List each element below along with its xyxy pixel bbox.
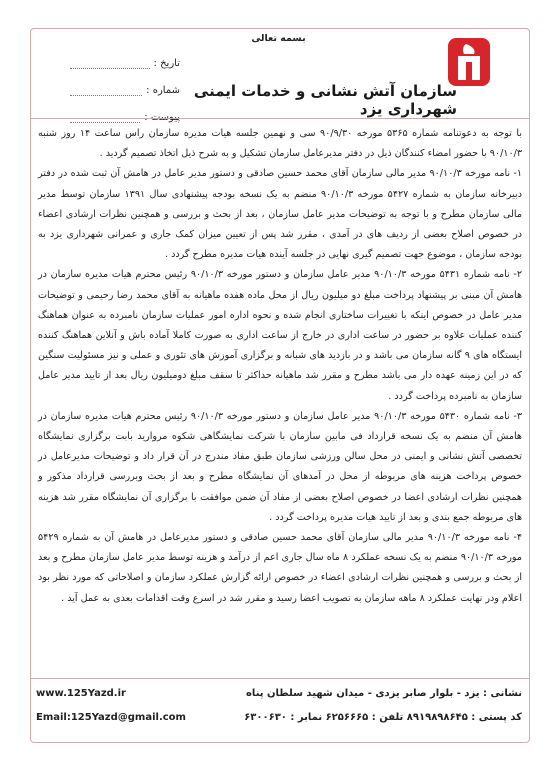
date-row bbox=[70, 42, 180, 69]
date-line bbox=[70, 58, 150, 69]
resolution-item-2: ۲- نامه شماره ۵۴۳۱ مورخه ۹۰/۱۰/۳ مدیر عامل سازمان و دستور مورخه ۹۰/۱۰/۳ رئیس محترم هیات مدیره سازمان در هامش آن مبنی بر پیشنهاد پرداخت مبلغ دو میلیون ریال از محل ماده هفده ماهیانه به آقای محمد رضا رحیمی و توضیحات مدیر عامل در خصوص اینکه با تغییرات ساختاری انجام شده و نحوه اداره امور عملیات سازمان نامبرده به عنوان هماهنگ کننده عملیات علاوه بر حضور در ساعت اداری در خارج از ساعت اداری به صورت کاملا آماده باش و آنلاین هماهنگ کننده ایستگاه های ۹ گانه سازمان می باشد و در بازدید های شبانه و برگزاری آموزش های تئوری و عملی و نیز مسئولیت سنگین که در این زمینه عهده دار می باشد مطرح و مقرر شد ماهیانه حداکثر تا سقف مبلغ دومیلیون ریال بعد از تایید مدیر عامل سازمان به نامبرده پرداخت گردد . bbox=[38, 269, 523, 402]
footer-website: www.125Yazd.ir bbox=[36, 688, 126, 699]
footer-address: نشانی : یزد - بلوار صابر یزدی - میدان شهید سلطان پناه bbox=[246, 688, 522, 699]
letter-meta bbox=[70, 42, 180, 123]
footer bbox=[36, 684, 522, 736]
number-line bbox=[70, 85, 142, 96]
number-row bbox=[70, 69, 180, 96]
resolution-item-1: ۱- نامه مورخه ۹۰/۱۰/۳ مدیر مالی سازمان آقای محمد حسین صادقی و دستور مدیر عامل در هامش آن ثبت شده در دفتر دبیرخانه سازمان به شماره ۵۴۲۷ مورخه ۹۰/۱۰/۳ منضم به یک نسخه بودجه پیشنهادی سال ۱۳۹۱ سازمان توسط مدیر مالی سازمان مطرح و با توجه به توضیحات مدیر عامل سازمان ، بعد از بحث و بررسی و همچنین نظرات ارشادی اعضاء در خصوص اصلاح بعضی از ردیف های در آمدی ، مقرر شد پس از تعیین میزان کمک جاری و عمرانی شهرداری یزد به بودجه سازمان ، موضوع جهت تصمیم گیری نهایی در جلسه آینده هیات مدیره مطرح گردد . bbox=[38, 168, 523, 261]
letter-body bbox=[38, 124, 522, 609]
date-label: تاریخ : bbox=[153, 58, 180, 69]
intro-paragraph: با توجه به دعوتنامه شماره ۵۳۶۵ مورخه ۹۰/۹/۳۰ سی و نهمین جلسه هیات مدیره سازمان راس ساعت ۱۴ روز شنبه ۹۰/۱۰/۳ با حضور امضاء کنندگان ذیل در دفتر مدیرعامل سازمان تشکیل و به شرح ذیل اتخاذ تصمیم گردید . bbox=[38, 128, 522, 160]
footer-divider bbox=[30, 678, 530, 679]
resolution-item-4: ۴- نامه مورخه ۹۰/۱۰/۳ مدیر مالی سازمان آقای محمد حسین صادقی و دستور مدیرعامل در هامش آن به شماره ۵۴۲۹ مورخه ۹۰/۱۰/۳ منضم به یک نسخه عملکرد ۸ ماه سال جاری اعم از درآمد و هزینه توسط مدیر عامل سازمان مطرح و بعد از بحث و بررسی و همچنین نظرات ارشادی اعضاء در خصوص ارائه گزارش عملکرد سازمان و اصلاحاتی که مورد نظر بود اعلام ودر نهایت عملکرد ۸ ماهه سازمان به تصویب اعضا رسید و مقرر شد در اسرع وقت اقدامات بعدی به عمل آید . bbox=[38, 532, 523, 604]
footer-email: Email:125Yazd@gmail.com bbox=[36, 712, 186, 723]
number-label: شماره : bbox=[146, 85, 180, 96]
fire-department-logo bbox=[444, 36, 494, 88]
bismillah: بسمه تعالی bbox=[251, 33, 306, 44]
header-divider bbox=[30, 118, 530, 119]
footer-contact-numbers: کد پستی : ۸۹۱۹۸۹۸۶۴۵ تلفن : ۶۲۵۶۶۶۵ نمابر : ۶۳۰۰۶۳۰ bbox=[244, 712, 522, 723]
attachment-label: پیوست : bbox=[144, 112, 180, 123]
organization-name bbox=[194, 82, 457, 118]
organization-line-2: شهرداری یزد bbox=[359, 100, 457, 118]
organization-line-1: سازمان آتش نشانی و خدمات ایمنی bbox=[193, 82, 457, 100]
resolution-item-3: ۳- نامه شماره ۵۴۳۰ مورخه ۹۰/۱۰/۳ مدیر عامل سازمان و دستور مورخه ۹۰/۱۰/۳ رئیس محترم هیات مدیره سازمان در هامش آن منضم به یک نسخه قرارداد فی مابین سازمان با شرکت نمایشگاهی شکوه مروارید بابت برگزاری نمایشگاه تخصصی آتش نشانی و ایمنی در محل سالن ورزشی سازمان طبق مفاد مندرج در آن قرار داد و توضیحات مدیرعامل در خصوص پرداخت هزینه های مربوطه از محل در آمدهای آن نمایشگاه مطرح و بعد از بحث وبررسی قرارداد مذکور و همچنین نظرات ارشادی اعضا در خصوص اصلاح بعضی از مفاد آن ضمن موافقت با برگزاری آن نمایشگاه مقرر شد هزینه های مربوطه جمع بندی و بعد از تایید هیات مدیره پرداخت گردد . bbox=[38, 410, 523, 523]
